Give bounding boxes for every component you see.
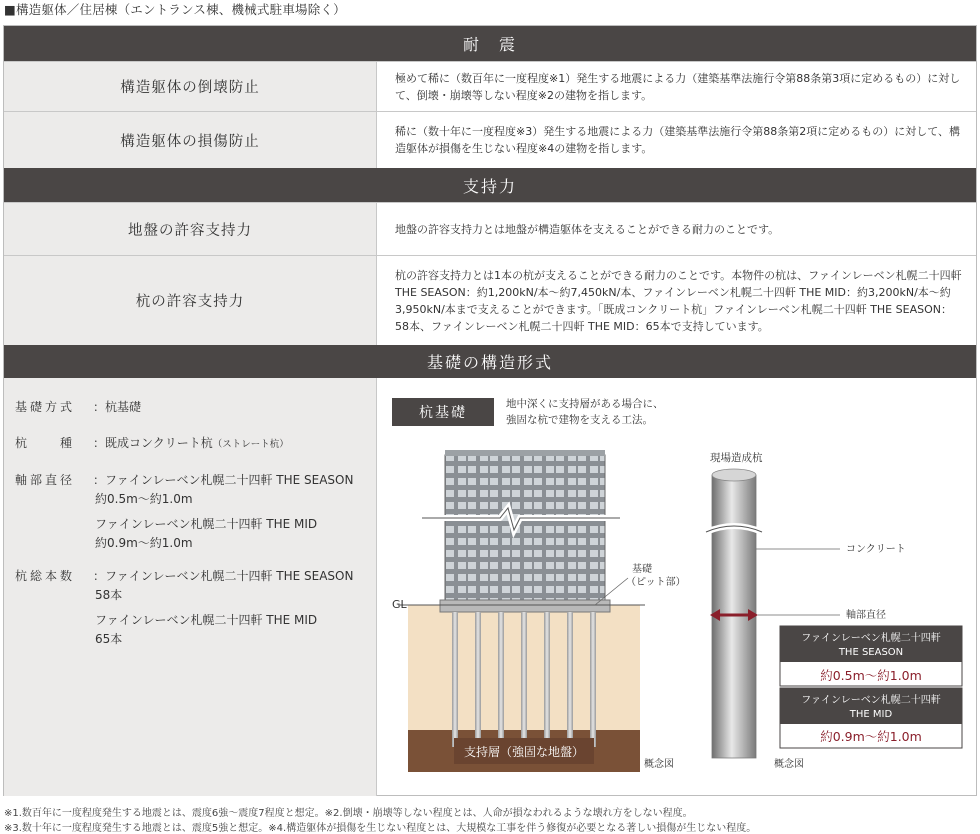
method-badge: 杭基礎 — [392, 398, 494, 426]
method-description-line: 地中深くに支持層がある場合に、 — [506, 398, 664, 410]
table-row — [4, 202, 976, 255]
row-text: 稀に（数十年に一度程度※3）発生する地震による力（建築基準法施行令第88条第2項に定めるもの）に対して、構造躯体が損傷を生じない程度※4の建物を指します。 — [395, 125, 960, 155]
page-caption: ■構造躯体／住居棟（エントランス棟、機械式駐車場除く） — [4, 2, 346, 17]
section-header-taishin: 耐 震 — [4, 26, 976, 61]
spec-value: 約0.9m～約1.0m — [95, 536, 193, 550]
spec-key: 杭 種 — [15, 436, 76, 450]
building — [445, 455, 605, 605]
concrete-label: コンクリート — [846, 544, 906, 555]
footnote: ※3.数十年に一度程度発生する地震とは、震度5強と想定。※4.構造躯体が損傷を生じない程度とは、大規模な工事を伴う修復が必要となる著しい損傷が生じない程度。 — [4, 823, 757, 834]
bearing-layer-label: 支持層（強固な地盤） — [463, 745, 585, 759]
method-description-line: 強固な杭で建物を支える工法。 — [506, 414, 653, 426]
row-text: 極めて稀に（数百年に一度程度※1）発生する地震による力（建築基準法施行令第88条第3項に定めるもの）に対して、倒壊・崩壊等しない程度※2の建物を指します。 — [395, 71, 961, 102]
row-text: 地盤の許容支持力とは地盤が構造躯体を支えることができる耐力のことです。 — [395, 222, 780, 236]
kiso-label: 基礎 — [632, 564, 652, 575]
spec-value: ：ファインレーベン札幌二十四軒 THE SEASON — [93, 569, 354, 583]
diagram-caption: 概念図 — [774, 759, 804, 770]
spec-kui — [15, 434, 289, 454]
season-box-subtitle: THE SEASON — [838, 647, 904, 658]
table-row — [4, 255, 976, 345]
pile-foundation-diagram — [390, 440, 690, 785]
cast-pile-diagram — [700, 440, 975, 785]
spec-sub: （ストレート杭） — [212, 439, 289, 450]
gl-label: GL — [392, 598, 407, 611]
row-label: 構造躯体の損傷防止 — [4, 112, 377, 168]
spec-value: ファインレーベン札幌二十四軒 THE MID — [95, 613, 318, 627]
foundation-pit — [440, 600, 610, 612]
row-text: 杭の許容支持力とは1本の杭が支えることができる耐力のことです。本物件の杭は、ファインレーベン札幌二十四軒 THE SEASON：約1,200kN/本～約7,450kN/本、ファインレーベン札幌二十四軒 THE MID：約3,200kN/本～約3,950kN/本まで支えることができます。「既成コンクリート杭」ファインレーベン札幌二十四軒 THE SEASON：58本、ファインレーベン札幌二十四軒 THE MID：65本で支持しています。 — [395, 268, 962, 333]
season-box-value: 約0.5m～約1.0m — [820, 668, 922, 683]
spec-value: ：杭基礎 — [93, 400, 142, 414]
table-row — [4, 111, 976, 168]
season-box-title: ファインレーベン札幌二十四軒 — [801, 633, 941, 644]
row-label: 構造躯体の倒壊防止 — [4, 62, 377, 111]
footnote: ※1.数百年に一度程度発生する地震とは、震度6強～震度7程度と想定。※2.倒壊・崩壊等しない程度とは、人命が損なわれるような壊れ方をしない程度。 — [4, 808, 693, 819]
spec-key: 基礎方式 — [15, 400, 76, 414]
spec-value: ファインレーベン札幌二十四軒 THE MID — [95, 517, 318, 531]
spec-key: 杭総本数 — [15, 569, 76, 583]
diagram-caption: 概念図 — [644, 759, 674, 770]
spec-value: 約0.5m～約1.0m — [95, 492, 193, 506]
table-row — [4, 61, 976, 111]
spec-honsu — [15, 567, 353, 649]
row-label: 杭の許容支持力 — [4, 256, 377, 345]
mid-box-title: ファインレーベン札幌二十四軒 — [801, 695, 941, 706]
genba-label: 現場造成杭 — [710, 452, 763, 464]
spec-jikubu — [15, 471, 353, 553]
spec-value: 58本 — [95, 588, 123, 602]
section-header-shijiryoku: 支持力 — [4, 168, 976, 202]
spec-value: ：ファインレーベン札幌二十四軒 THE SEASON — [93, 473, 354, 487]
spec-value: 65本 — [95, 632, 123, 646]
mid-box-value: 約0.9m～約1.0m — [820, 729, 922, 744]
spec-houshiki — [15, 398, 141, 417]
row-label: 地盤の許容支持力 — [4, 203, 377, 255]
method-description — [506, 396, 664, 428]
kiso-sub-label: （ピット部） — [626, 577, 686, 588]
jikubu-label: 軸部直径 — [846, 610, 886, 621]
section-header-kiso: 基礎の構造形式 — [4, 345, 976, 378]
spec-key: 軸部直径 — [15, 473, 76, 487]
mid-box-subtitle: THE MID — [849, 709, 893, 720]
spec-value: ：既成コンクリート杭 — [93, 436, 213, 450]
